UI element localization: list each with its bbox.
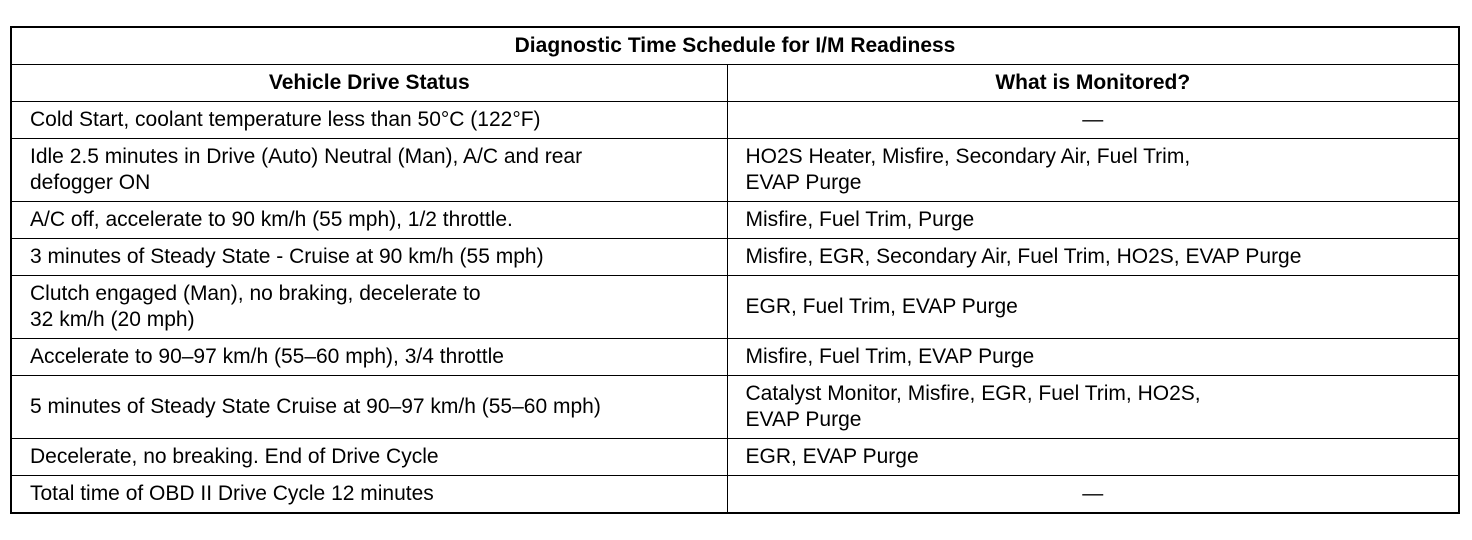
diagnostic-schedule-table — [10, 26, 1460, 514]
monitored-text: Misfire, Fuel Trim, Purge — [745, 208, 975, 231]
table-row — [11, 439, 1459, 476]
table-row — [11, 202, 1459, 239]
monitored-text: HO2S Heater, Misfire, Secondary Air, Fuel Trim, — [745, 145, 1191, 168]
drive-status-text: Clutch engaged (Man), no braking, decelerate to — [30, 282, 481, 305]
monitored-text: — — [1082, 108, 1104, 131]
drive-status-text: 5 minutes of Steady State Cruise at 90–97 km/h (55–60 mph) — [30, 395, 601, 418]
table-row — [11, 339, 1459, 376]
drive-status-cell — [11, 239, 727, 276]
table-row — [11, 276, 1459, 339]
monitored-text: Misfire, Fuel Trim, EVAP Purge — [745, 345, 1035, 368]
drive-status-cell — [11, 376, 727, 439]
table-row — [11, 239, 1459, 276]
table-row — [11, 476, 1459, 514]
drive-status-cell — [11, 339, 727, 376]
drive-status-text: Decelerate, no breaking. End of Drive Cycle — [30, 445, 439, 468]
table-row — [11, 139, 1459, 202]
table-title-row — [11, 27, 1459, 65]
drive-status-text: Total time of OBD II Drive Cycle 12 minutes — [30, 482, 434, 505]
table-row — [11, 376, 1459, 439]
monitored-cell — [727, 276, 1459, 339]
drive-status-text: 32 km/h (20 mph) — [30, 308, 195, 331]
drive-status-text: 3 minutes of Steady State - Cruise at 90 km/h (55 mph) — [30, 245, 544, 268]
monitored-cell — [727, 139, 1459, 202]
table-header-row — [11, 65, 1459, 102]
monitored-cell — [727, 376, 1459, 439]
column-header-drive-status: Vehicle Drive Status — [11, 65, 727, 102]
drive-status-cell — [11, 139, 727, 202]
monitored-cell — [727, 476, 1459, 514]
monitored-cell — [727, 239, 1459, 276]
drive-status-text: A/C off, accelerate to 90 km/h (55 mph), 1/2 throttle. — [30, 208, 513, 231]
drive-status-cell — [11, 202, 727, 239]
drive-status-text: defogger ON — [30, 171, 151, 194]
drive-status-text: Idle 2.5 minutes in Drive (Auto) Neutral (Man), A/C and rear — [30, 145, 583, 168]
table-row — [11, 102, 1459, 139]
monitored-text: EVAP Purge — [745, 171, 862, 194]
monitored-cell — [727, 102, 1459, 139]
monitored-cell — [727, 202, 1459, 239]
drive-status-cell — [11, 476, 727, 514]
monitored-text: EGR, EVAP Purge — [745, 445, 919, 468]
monitored-cell — [727, 439, 1459, 476]
drive-status-cell — [11, 102, 727, 139]
drive-status-cell — [11, 439, 727, 476]
monitored-text: Misfire, EGR, Secondary Air, Fuel Trim, HO2S, EVAP Purge — [745, 245, 1302, 268]
monitored-text: EVAP Purge — [745, 408, 862, 431]
monitored-text: Catalyst Monitor, Misfire, EGR, Fuel Trim, HO2S, — [745, 382, 1201, 405]
drive-status-text: Cold Start, coolant temperature less than 50°C (122°F) — [30, 108, 541, 131]
monitored-text: EGR, Fuel Trim, EVAP Purge — [745, 295, 1018, 318]
monitored-cell — [727, 339, 1459, 376]
monitored-text: — — [1082, 482, 1104, 505]
drive-status-text: Accelerate to 90–97 km/h (55–60 mph), 3/4 throttle — [30, 345, 504, 368]
column-header-monitored: What is Monitored? — [727, 65, 1459, 102]
table-title: Diagnostic Time Schedule for I/M Readiness — [11, 27, 1459, 65]
drive-status-cell — [11, 276, 727, 339]
